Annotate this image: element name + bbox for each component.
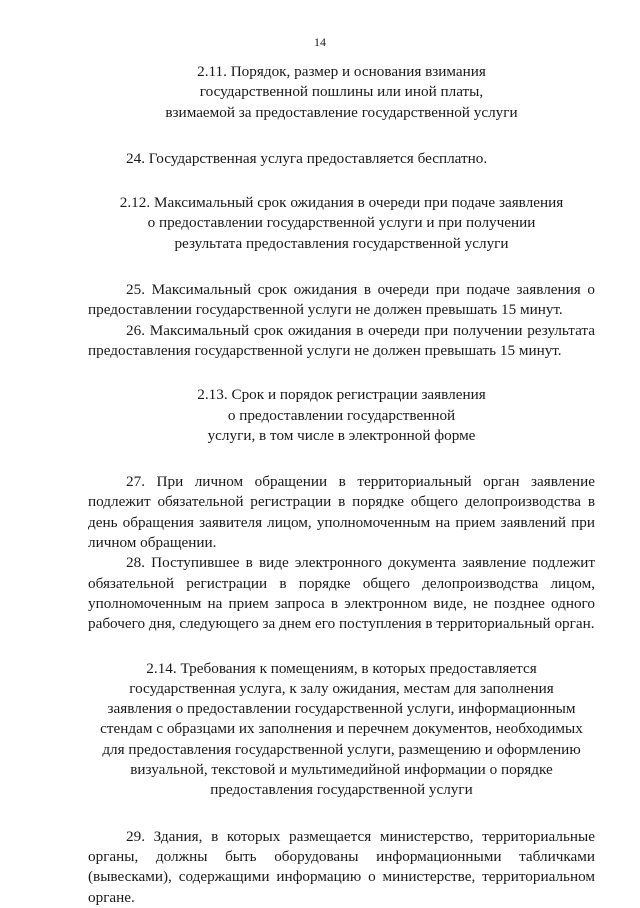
heading-line: о предоставлении государственной [227, 406, 456, 424]
heading-line: государственной пошлины или иной платы, [199, 83, 484, 101]
section-heading-2-12 [88, 193, 595, 254]
heading-line: услуги, в том числе в электронной форме [207, 426, 476, 444]
section-heading-2-13 [88, 385, 595, 446]
heading-line: визуальной, текстовой и мультимедийной информации о порядке [130, 761, 553, 779]
paragraph-28: 28. Поступившее в виде электронного документа заявление подлежит обязательной регистрации в порядке общего делопроизводства лицом, уполномоченным на прием запроса в электронном виде, не позднее одного рабочего дня, следующего за днем его поступления в территориальный орган. [88, 554, 595, 633]
heading-line: предоставления государственной услуги [210, 781, 473, 799]
heading-line: взимаемой за предоставление государственной услуги [165, 103, 518, 121]
section-heading-2-14 [88, 659, 595, 801]
paragraph-29: 29. Здания, в которых размещается министерство, территориальные органы, должны быть оборудованы информационными табличками (вывесками), содержащими информацию о министерстве, территориальном органе. [88, 827, 595, 906]
heading-line: стендам с образцами их заполнения и перечнем документов, необходимых [100, 720, 583, 738]
heading-line: результата предоставления государственной услуги [174, 234, 509, 252]
heading-line: 2.12. Максимальный срок ожидания в очереди при подаче заявления [119, 194, 564, 212]
section-heading-2-11 [88, 62, 595, 123]
paragraph-27: 27. При личном обращении в территориальный орган заявление подлежит обязательной регистрации в порядке общего делопроизводства в день обращения заявителя лицом, уполномоченным на прием заявлений при личном обращении. [88, 473, 595, 552]
paragraph-26: 26. Максимальный срок ожидания в очереди при получении результата предоставления государственной услуги не должен превышать 15 минут. [88, 321, 595, 359]
heading-line: для предоставления государственной услуги, размещению и оформлению [102, 740, 581, 758]
heading-line: 2.14. Требования к помещениям, в которых предоставляется [146, 659, 537, 677]
heading-line: заявления о предоставлении государственной услуги, информационным [107, 700, 576, 718]
paragraph-25: 25. Максимальный срок ожидания в очереди при подаче заявления о предоставлении государственной услуги не должен превышать 15 минут. [88, 281, 595, 319]
heading-line: 2.13. Срок и порядок регистрации заявления [197, 386, 486, 404]
heading-line: о предоставлении государственной услуги и при получении [147, 214, 536, 232]
paragraph-24: 24. Государственная услуга предоставляется бесплатно. [126, 149, 488, 167]
document-body [88, 62, 595, 908]
heading-line: 2.11. Порядок, размер и основания взимания [197, 63, 486, 80]
page-number: 14 [314, 35, 326, 49]
heading-line: государственная услуга, к залу ожидания, местам для заполнения [129, 679, 554, 697]
